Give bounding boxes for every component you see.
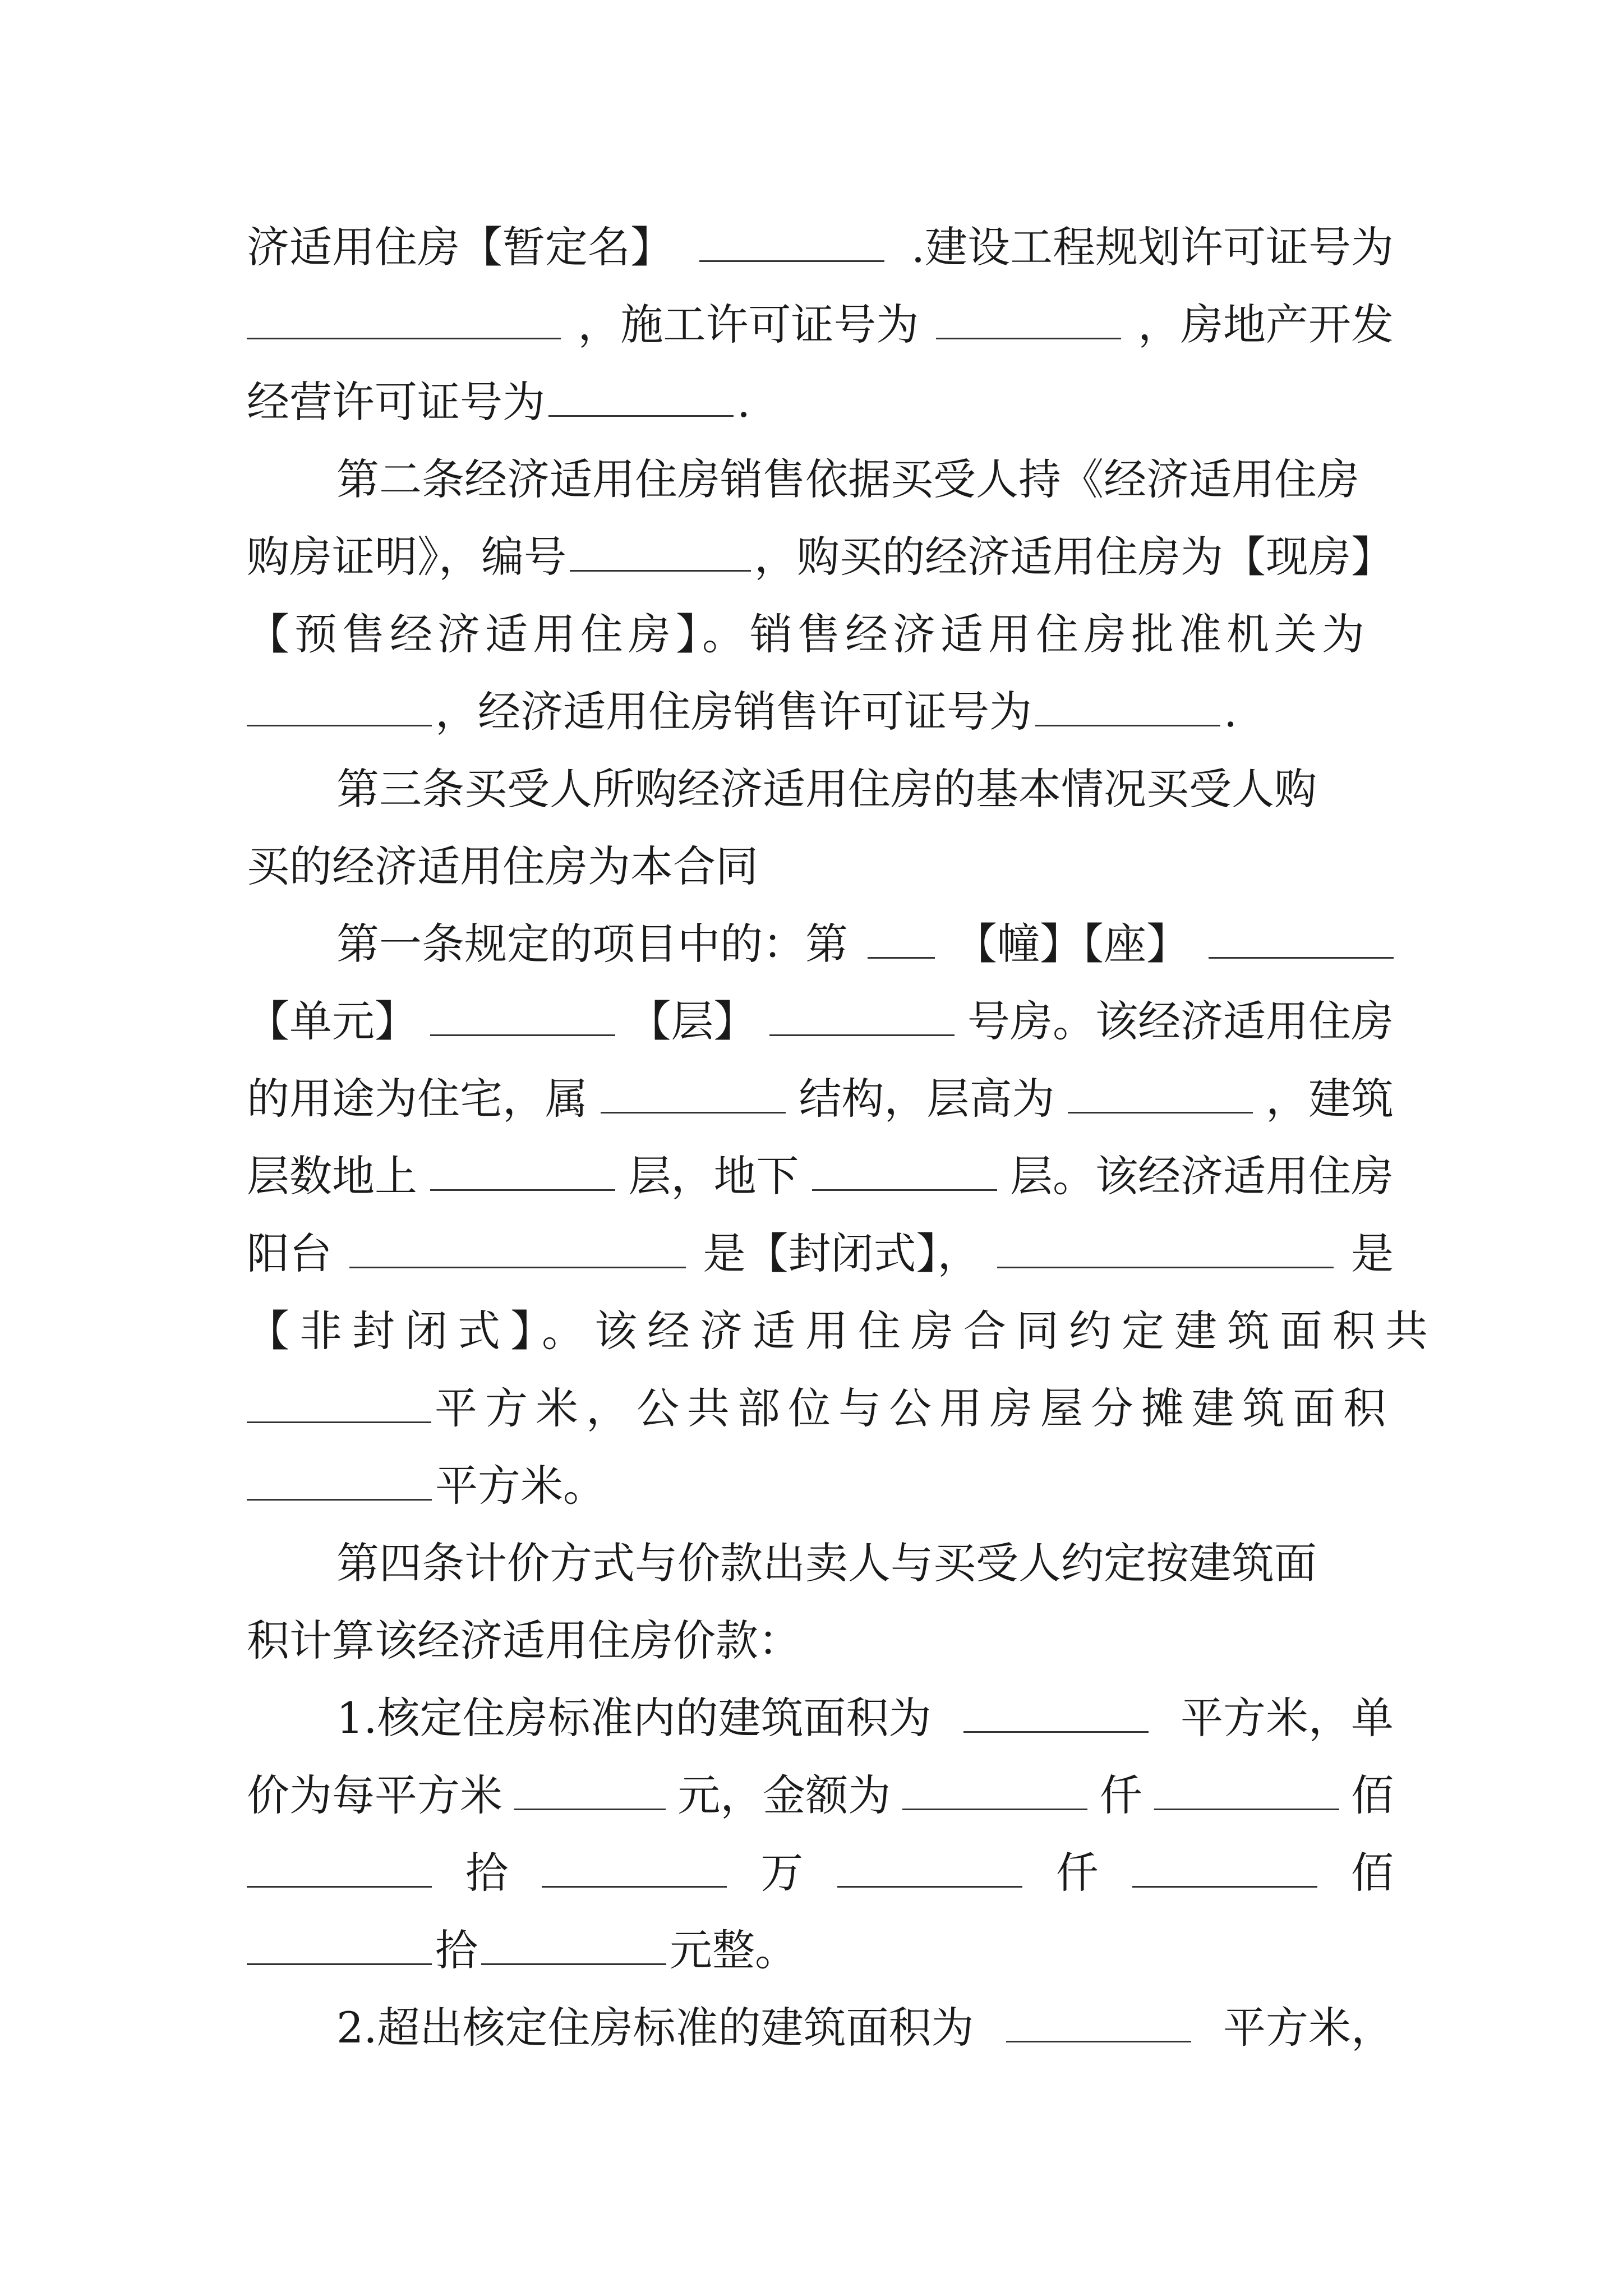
text-line [247,518,1394,596]
text-segment: 第一条规定的项目中的：第 [336,919,848,969]
fill-in-blank-unit-price[interactable] [514,1764,666,1810]
fill-in-blank-structure[interactable] [601,1067,786,1114]
fill-in-blank-standard-area[interactable] [963,1686,1149,1733]
text-segment: 层，地下 [628,1151,799,1201]
fill-in-blank-building-no[interactable] [868,912,935,959]
text-segment: 拾 [435,1925,478,1975]
text-line [247,1215,1394,1292]
text-segment: 平方米，单 [1180,1693,1394,1743]
article-heading-2: 第二条经济适用住房销售依据买受人持《经济适用住房 [336,454,1359,504]
text-segment: 【幢】【座】 [955,919,1189,969]
fill-in-blank-amount-thousands[interactable] [902,1764,1087,1810]
text-line [247,905,1394,983]
text-segment: ，建筑 [1266,1074,1394,1124]
text-line [247,828,1394,905]
text-line [247,1525,1394,1602]
fill-in-blank-approval-authority[interactable] [247,680,432,726]
fill-in-blank-contract-area[interactable] [247,1377,431,1423]
text-segment: 仟 [1099,1770,1142,1820]
text-segment: ，房地产开发 [1137,300,1394,349]
text-segment: 阳台 [247,1228,332,1278]
text-segment: 元，金额为 [677,1770,891,1820]
text-segment: 号房。该经济适用住房 [967,996,1394,1046]
text-segment: 积计算该经济适用住房价款： [247,1616,801,1665]
text-segment: 层数地上 [247,1151,417,1201]
text-segment: 【预售经济适用住房】。销售经济适用住房批准机关为 [247,609,1370,659]
fill-in-blank-floor-no[interactable] [769,990,955,1036]
text-segment: 1.核定住房标准内的建筑面积为 [336,1693,932,1743]
text-line [247,1447,1394,1525]
fill-in-blank-block-no[interactable] [1209,912,1394,959]
fill-in-blank-sales-permit-no[interactable] [1035,680,1220,726]
text-segment: ，施工许可证号为 [578,300,919,349]
text-segment: 佰 [1350,1770,1394,1820]
text-line [247,209,1394,286]
text-line [247,1989,1394,2067]
text-line [247,1912,1394,1989]
fill-in-blank-excess-area[interactable] [1006,1996,1191,2042]
text-segment: 佰 [1350,1848,1394,1898]
text-line [247,673,1394,751]
text-segment: 结构，层高为 [799,1074,1055,1124]
fill-in-blank-developer-license-no[interactable] [548,370,734,417]
fill-in-blank-amount-thousands-2[interactable] [837,1841,1022,1888]
fill-in-blank-amount-tens-2[interactable] [247,1918,432,1965]
text-line [247,286,1394,364]
fill-in-blank-amount-hundreds-2[interactable] [1132,1841,1317,1888]
fill-in-blank-construction-permit-no[interactable] [936,293,1121,339]
text-line [247,1757,1394,1834]
text-segment: 【单元】 [247,996,417,1046]
text-segment: 【层】 [628,996,757,1046]
text-segment: . [737,377,751,427]
text-segment: ，经济适用住房销售许可证号为 [435,687,1032,737]
text-segment: 平方米，公共部位与公用房屋分摊建筑面积 [435,1383,1394,1433]
text-segment: ，购买的经济适用住房为【现房】 [754,532,1394,582]
fill-in-blank-amount-hundreds[interactable] [1154,1764,1339,1810]
text-segment: 层。该经济适用住房 [1010,1151,1394,1201]
fill-in-blank-certificate-no[interactable] [570,525,751,572]
text-line [247,364,1394,441]
fill-in-blank-project-name[interactable] [699,215,884,262]
text-line [247,983,1394,1060]
text-line [247,1060,1394,1138]
text-segment: 万 [760,1848,804,1898]
fill-in-blank-planning-permit-no[interactable] [247,293,561,339]
text-segment: 是【封闭式】， [703,1228,980,1278]
text-segment: 平方米。 [435,1461,606,1511]
fill-in-blank-floors-above[interactable] [430,1144,615,1191]
fill-in-blank-amount-ten-thousands[interactable] [542,1841,727,1888]
text-segment: 2.超出核定住房标准的建筑面积为 [336,2003,974,2053]
contract-text [247,209,1438,2067]
text-segment: 仟 [1055,1848,1099,1898]
text-segment: . [1224,687,1238,737]
text-segment: 济适用住房【暂定名】 [247,222,673,272]
text-segment: 拾 [465,1848,509,1898]
text-line [247,1834,1394,1912]
text-segment: 是 [1351,1228,1394,1278]
text-segment: 元整。 [670,1925,797,1975]
fill-in-blank-open-balcony[interactable] [997,1222,1334,1268]
text-line [247,1292,1438,1370]
text-segment: 买的经济适用住房为本合同 [247,841,758,891]
text-segment: .建设工程规划许可证号为 [911,222,1394,272]
text-segment: 价为每平方米 [247,1770,502,1820]
fill-in-blank-unit-no[interactable] [430,990,615,1036]
text-segment: 平方米， [1223,2003,1394,2053]
fill-in-blank-amount-tens[interactable] [247,1841,432,1888]
text-segment: 经营许可证号为 [247,377,545,427]
text-segment: 的用途为住宅，属 [247,1074,588,1124]
text-segment: 【非封闭式】。该经济适用住房合同约定建筑面积共 [247,1306,1438,1356]
text-line [247,751,1394,828]
text-line [247,1680,1394,1757]
fill-in-blank-shared-area[interactable] [247,1454,432,1501]
article-heading-4: 第四条计价方式与价款出卖人与买受人约定按建筑面 [336,1538,1317,1588]
text-segment: 购房证明》，编号 [247,532,566,582]
fill-in-blank-amount-yuan[interactable] [481,1918,666,1965]
fill-in-blank-enclosed-balcony[interactable] [349,1222,686,1268]
text-line [247,1370,1394,1447]
text-line [247,596,1394,673]
text-line [247,1138,1394,1215]
text-line [247,1602,1394,1680]
fill-in-blank-floors-below[interactable] [812,1144,997,1191]
fill-in-blank-floor-height[interactable] [1068,1067,1253,1114]
text-line [247,441,1394,518]
article-heading-3: 第三条买受人所购经济适用住房的基本情况买受人购 [336,764,1317,814]
